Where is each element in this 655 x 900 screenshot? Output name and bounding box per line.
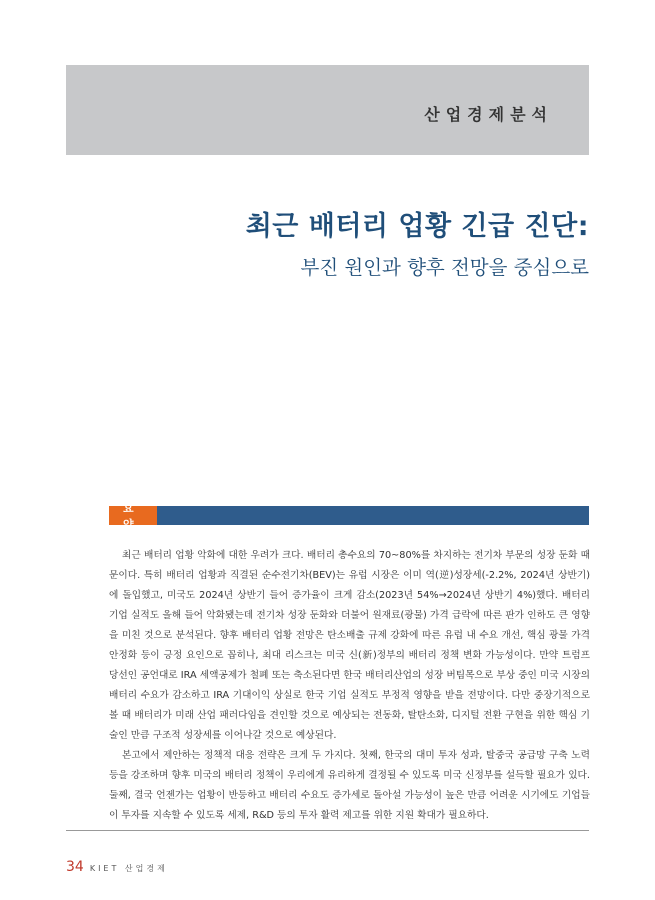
footer-divider bbox=[66, 830, 589, 831]
article-subtitle: 부진 원인과 향후 전망을 중심으로 bbox=[300, 256, 589, 279]
summary-body bbox=[109, 546, 590, 826]
summary-header-bar bbox=[109, 501, 589, 531]
summary-paragraph: 본고에서 제안하는 정책적 대응 전략은 크게 두 가지다. 첫째, 한국의 대미 투자 성과, 탈중국 공급망 구축 노력 등을 강조하며 향후 미국의 배터리 정책이 우리에게 유리하게 결정될 수 있도록 미국 신정부를 설득할 필요가 있다. 둘째, 결국 언젠가는 업황이 반등하고 배터리 수요도 증가세로 돌아설 가능성이 높은 만큼 어려운 시기에도 기업들이 투자를 지속할 수 있도록 세제, R&D 등의 투자 활력 제고를 위한 지원 확대가 필요하다. bbox=[109, 750, 590, 821]
header-band bbox=[66, 65, 589, 155]
publication-name: KIET 산업경제 bbox=[89, 864, 168, 873]
page-footer bbox=[66, 859, 168, 875]
section-label: 산업경제분석 bbox=[424, 105, 553, 124]
page-number: 34 bbox=[66, 859, 84, 875]
summary-paragraph: 최근 배터리 업황 악화에 대한 우려가 크다. 배터리 총수요의 70~80%를 차지하는 전기차 부문의 성장 둔화 때문이다. 특히 배터리 업황과 직결된 순수전기차(BEV)는 유럽 시장은 이미 역(逆)성장세(-2.2%, 2024년 상반기)에 돌입했고, 미국도 2024년 상반기 들어 증가율이 크게 감소(2023년 54%→2024년 상반기 4%)했다. 배터리 기업 실적도 올해 들어 악화됐는데 전기차 성장 둔화와 더불어 원재료(광물) 가격 급락에 따른 판가 인하도 큰 영향을 미친 것으로 분석된다. 향후 배터리 업황 전망은 탄소배출 규제 강화에 따른 유럽 내 수요 개선, 핵심 광물 가격 안정화 등이 긍정 요인으로 꼽히나, 최대 리스크는 미국 신(新)정부의 배터리 정책 변화 가능성이다. 만약 트럼프 당선인 공언대로 IRA 세액공제가 철폐 또는 축소된다면 한국 배터리산업의 성장 버팀목으로 부상 중인 미국 시장의 배터리 수요가 감소하고 IRA 기대이익 상실로 한국 기업 실적도 부정적 영향을 받을 전망이다. 다만 중장기적으로 볼 때 배터리가 미래 산업 패러다임을 견인할 것으로 예상되는 전동화, 탈탄소화, 디지털 전환 구현을 위한 핵심 기술인 만큼 구조적 성장세를 이어나갈 것으로 예상된다. bbox=[109, 550, 590, 741]
summary-label: 요약 bbox=[109, 506, 157, 525]
summary-bar-fill bbox=[157, 506, 589, 525]
article-title: 최근 배터리 업황 긴급 진단: bbox=[245, 211, 589, 242]
